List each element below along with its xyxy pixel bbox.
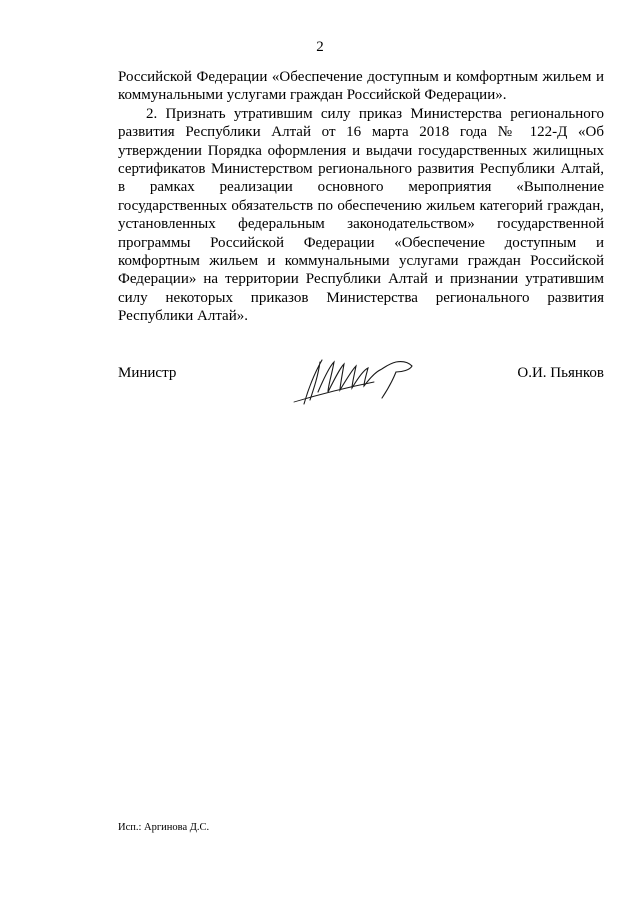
handwritten-signature — [284, 352, 420, 410]
paragraph-item-2: 2. Признать утратившим силу приказ Министерства регионального развития Республики Алтай от 16 марта 2018 года № 122-Д «Об утверждении Порядка оформления и выдачи государственных жилищных сертификатов Министерством регионального развития Республики Алтай, в рамках реализации основного мероприятия «Выполнение государственных обязательств по обеспечению жильем категорий граждан, установленных федеральным законодательством» государственной программы Российской Федерации «Обеспечение доступным и комфортным жильем и коммунальными услугами граждан Российской Федерации» на территории Республики Алтай и признании утратившим силу некоторых приказов Министерства регионального развития Республики Алтай». — [118, 105, 604, 325]
signer-position: Министр — [118, 365, 177, 381]
signer-name: О.И. Пьянков — [517, 365, 604, 381]
page-number: 2 — [316, 39, 324, 55]
paragraph-continuation: Российской Федерации «Обеспечение доступным и комфортным жильем и коммунальными услугами граждан Российской Федерации». — [118, 69, 604, 104]
document-body — [118, 68, 604, 326]
executor-note: Исп.: Аргинова Д.С. — [118, 822, 210, 833]
signature-block — [118, 364, 604, 424]
